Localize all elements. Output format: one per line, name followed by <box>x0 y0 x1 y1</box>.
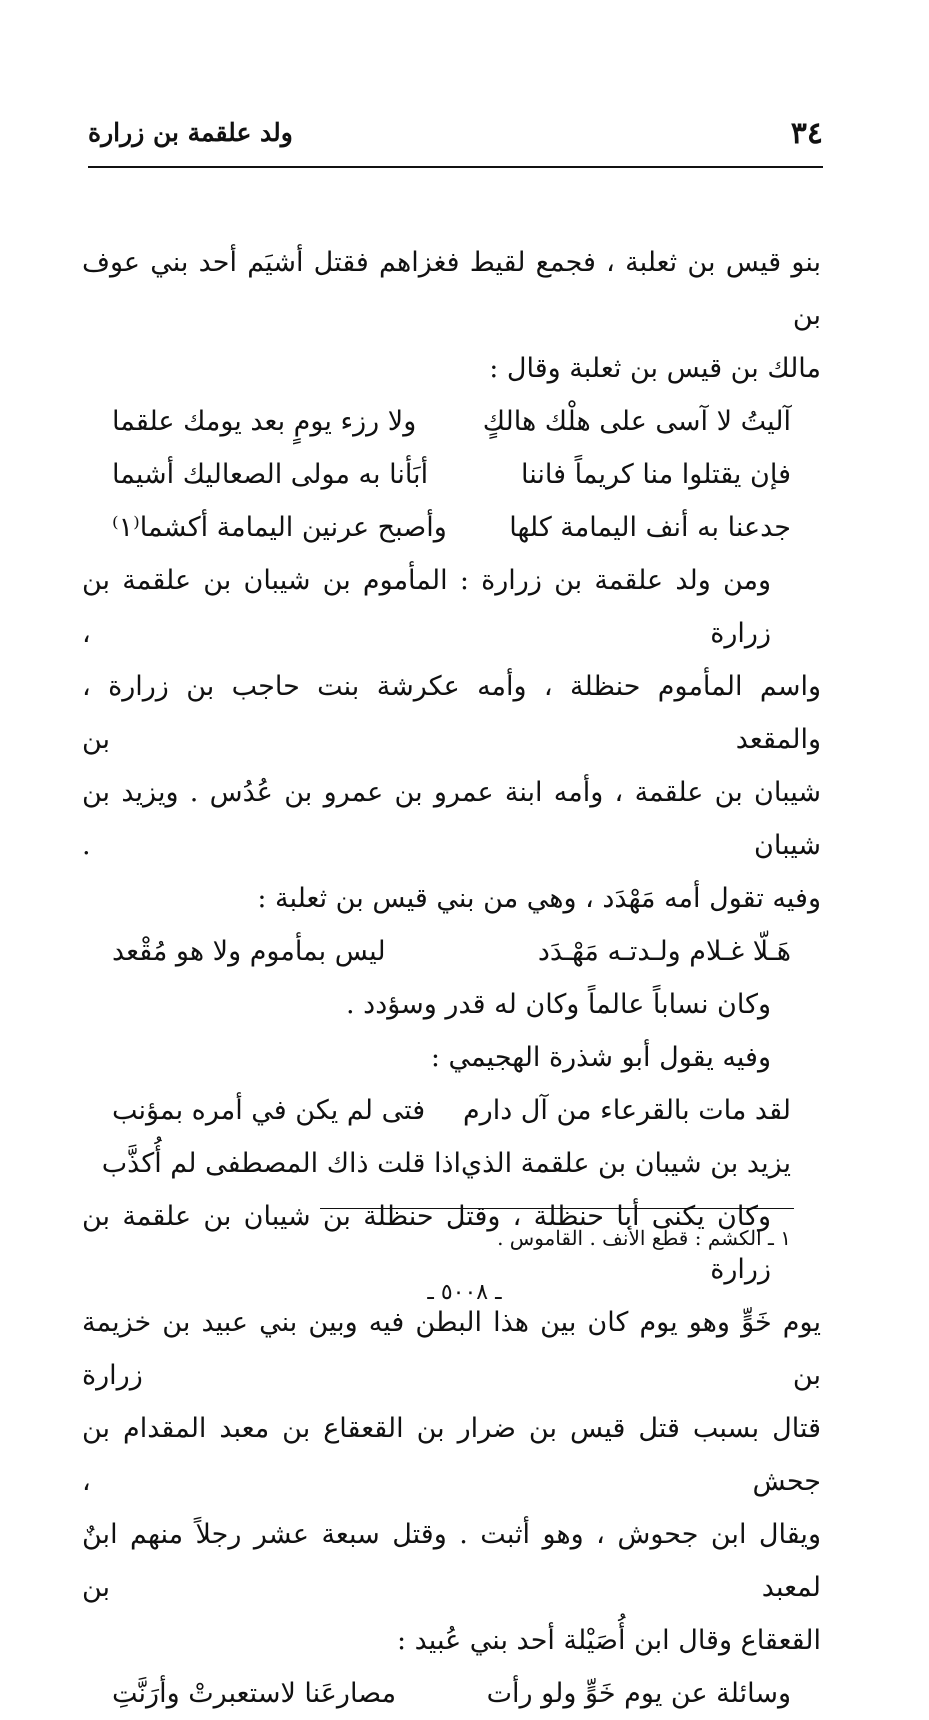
paragraph-line: مالك بن قيس بن ثعلبة وقال : <box>489 353 821 384</box>
verse-first-hemistich: يزيد بن شيبان بن علقمة الذي <box>461 1148 791 1179</box>
verse-second-hemistich: اذا قلت ذاك المصطفى لم أُكذَّب <box>101 1148 462 1179</box>
paragraph-line: يوم خَوٍّ وهو يوم كان بين هذا البطن فيه وبين بني عبيد بن خزيمة بن زرارة <box>82 1307 821 1391</box>
verse-line <box>82 1137 821 1190</box>
main-text <box>82 236 821 1720</box>
footnote-rule <box>320 1208 794 1209</box>
verse-second-hemistich: وأصبح عرنين اليمامة أكشما⁽١⁾ <box>112 512 447 543</box>
verse-first-hemistich: لقد مات بالقرعاء من آل دارم <box>462 1095 791 1126</box>
verse-second-hemistich: ولا رزء يومٍ بعد يومك علقما <box>112 406 417 437</box>
paragraph-line: قتال بسبب قتل قيس بن ضرار بن القعقاع بن معبد المقدام بن جحش ، <box>82 1413 821 1497</box>
paragraph-line: بنو قيس بن ثعلبة ، فجمع لقيط فغزاهم فقتل أشيَم أحد بني عوف بن <box>82 247 821 331</box>
verse-first-hemistich: هَـلّا غـلام ولـدتـه مَهْـدَد <box>537 936 791 967</box>
running-title: ولد علقمة بن زرارة <box>88 118 293 147</box>
paragraph-line: وفيه يقول أبو شذرة الهجيمي : <box>430 1042 771 1073</box>
paragraph-line: القعقاع وقال ابن أُصَيْلة أحد بني عُبيد : <box>396 1625 821 1656</box>
paragraph-line: ومن ولد علقمة بن زرارة : المأموم بن شيبان بن علقمة بن زرارة ، <box>82 565 771 649</box>
verse-line <box>82 448 821 501</box>
paragraph-line: شيبان بن علقمة ، وأمه ابنة عمرو بن عمرو بن عُدُس . ويزيد بن شيبان . <box>82 777 821 861</box>
verse-line <box>82 501 821 554</box>
paragraph-line: وكان يكنى أبا حنظلة ، وقتل حنظلة بن شيبان بن علقمة بن زرارة <box>82 1201 771 1285</box>
paragraph-line: ويقال ابن جحوش ، وهو أثبت . وقتل سبعة عشر رجلاً منهم ابنٌ لمعبد بن <box>82 1519 821 1603</box>
verse-line <box>82 1667 821 1720</box>
page-number: ٣٤ <box>790 116 823 151</box>
verse-second-hemistich: فتى لم يكن في أمره بمؤنب <box>112 1095 426 1126</box>
verse-second-hemistich: أبَأنا به مولى الصعاليك أشيما <box>112 459 429 490</box>
verse-second-hemistich: ليس بمأموم ولا هو مُقْعد <box>112 936 386 967</box>
verse-first-hemistich: وسائلة عن يوم خَوٍّ ولو رأت <box>486 1678 791 1709</box>
verse-first-hemistich: آليتُ لا آسى على هلْك هالكٍ <box>482 406 791 437</box>
verse-line <box>82 395 821 448</box>
paragraph-line: واسم المأموم حنظلة ، وأمه عكرشة بنت حاجب بن زرارة ، والمقعد بن <box>82 671 821 755</box>
verse-second-hemistich: مصارعَنا لاستعبرتْ وأرَنَّتِ <box>112 1678 397 1709</box>
paragraph-line: وكان نساباً عالماً وكان له قدر وسؤدد . <box>346 989 771 1020</box>
footer-page-number: ـ ٥٠٠٨ ـ <box>427 1280 502 1305</box>
verse-first-hemistich: جدعنا به أنف اليمامة كلها <box>509 512 791 543</box>
header-rule <box>88 166 823 168</box>
verse-first-hemistich: فإن يقتلوا منا كريماً فاننا <box>521 459 791 490</box>
paragraph-line: وفيه تقول أمه مَهْدَد ، وهي من بني قيس بن ثعلبة : <box>257 883 821 914</box>
page-header <box>88 112 823 152</box>
verse-line <box>82 1084 821 1137</box>
verse-line <box>82 925 821 978</box>
footnote: ١ ـ الكشم : قطع الأنف . القاموس . <box>497 1226 791 1250</box>
